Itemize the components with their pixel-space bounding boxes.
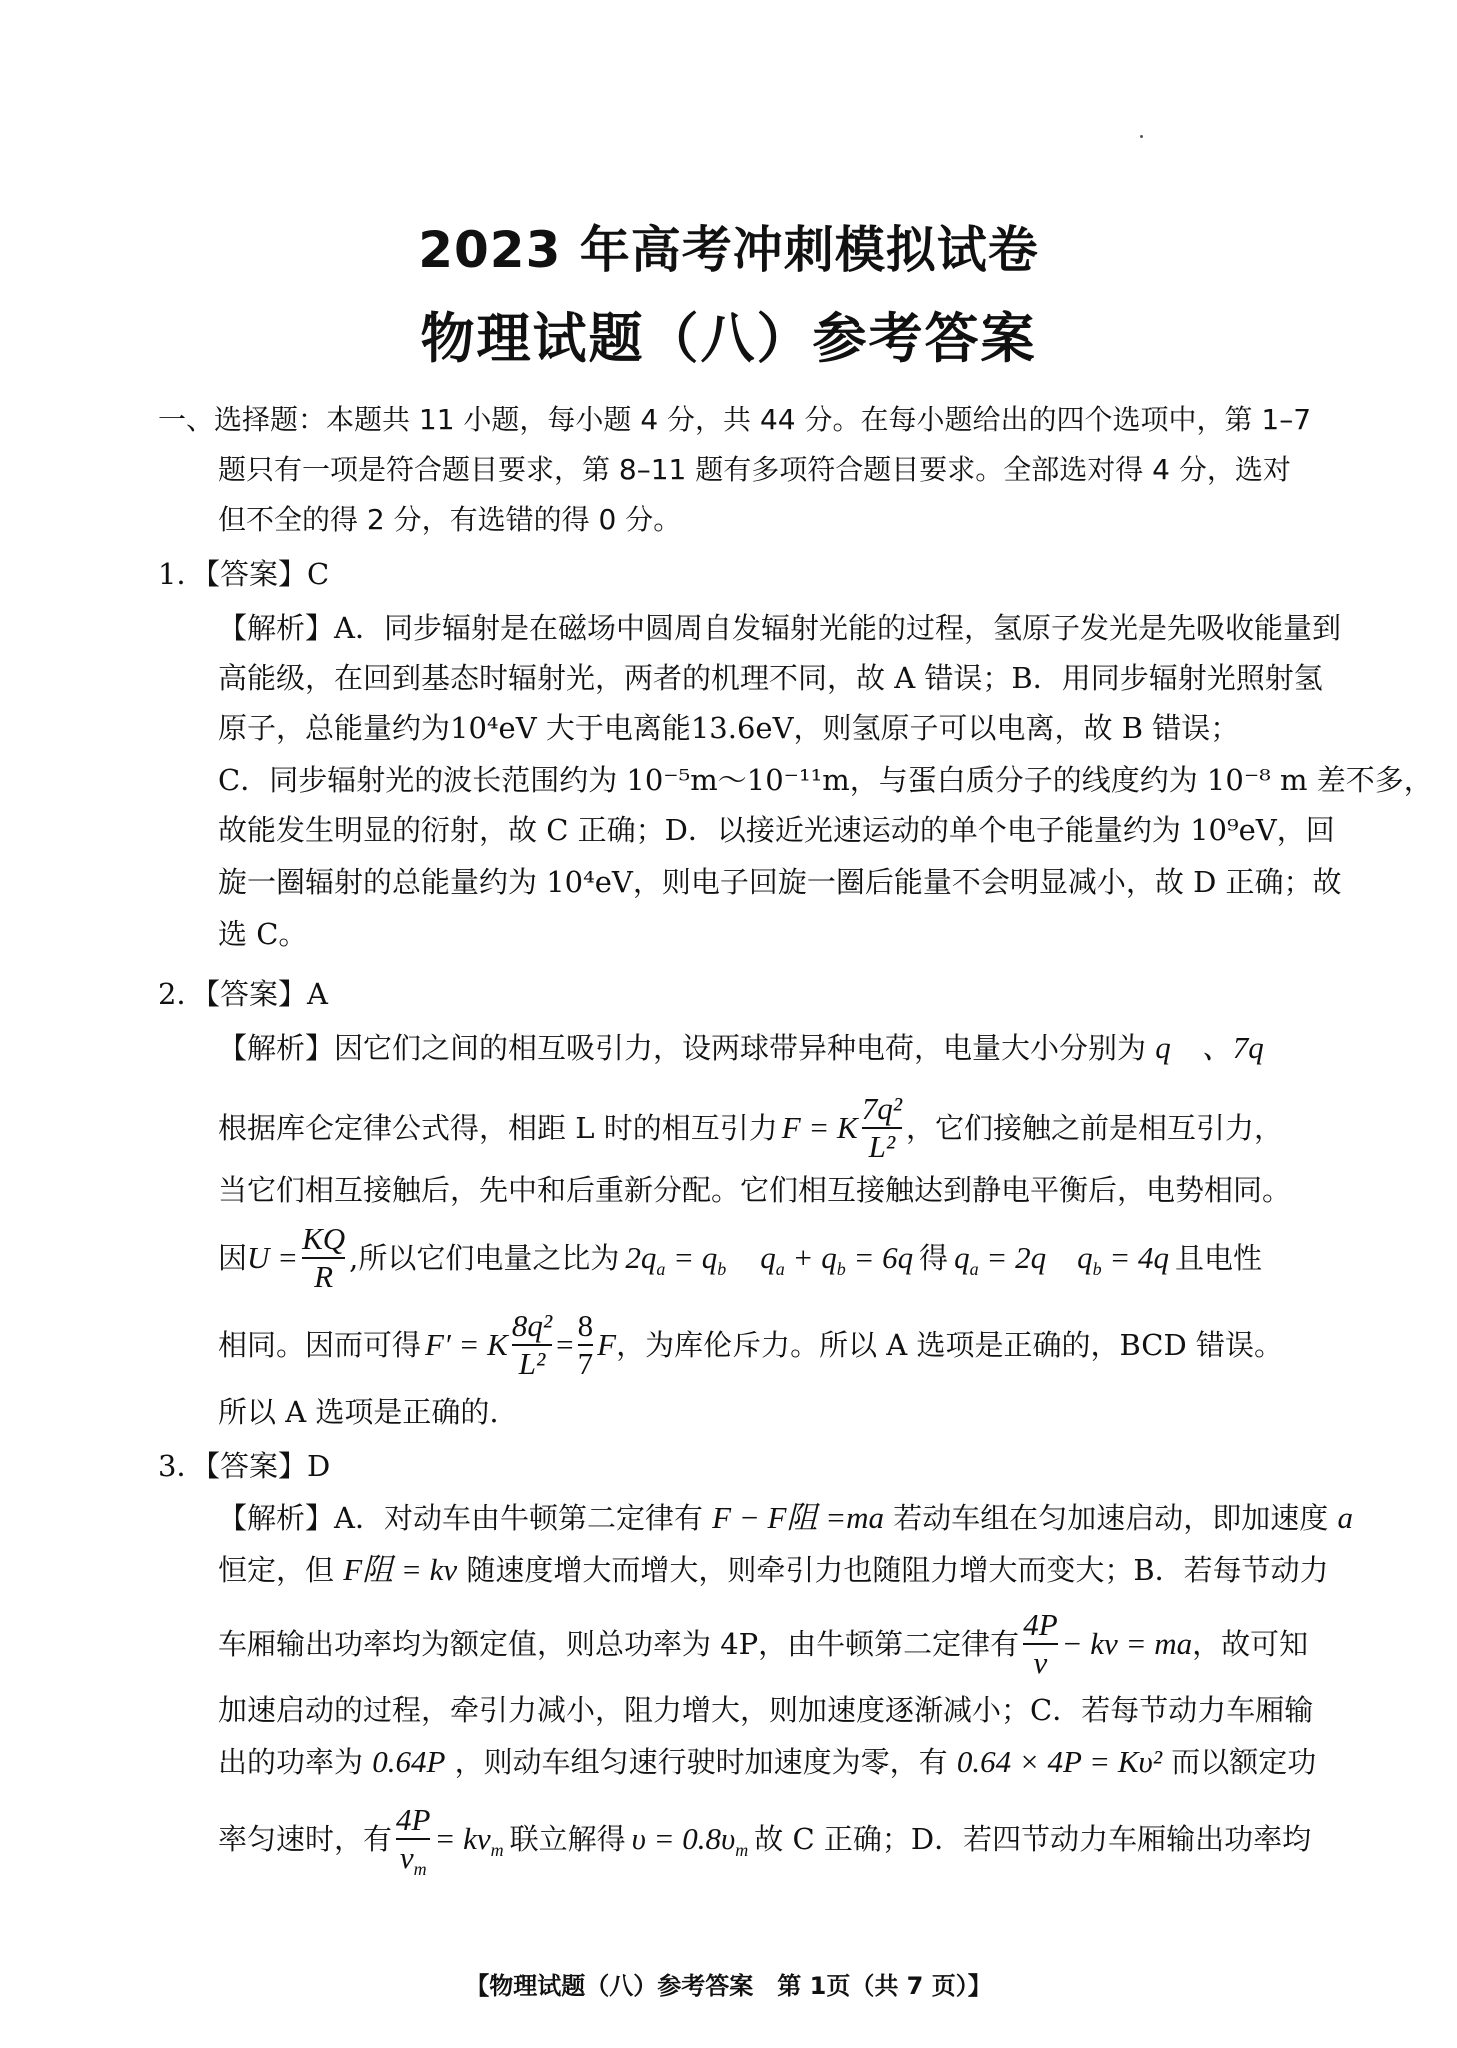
q2-l1-text: 【解析】因它们之间的相互吸引力，设两球带异种电荷，电量大小分别为 [218,1031,1147,1065]
q3-l3-denominator: v [1023,1643,1057,1681]
q3-explanation-line-4: 加速启动的过程，牵引力减小，阻力增大，则加速度逐渐减小；C．若每节动力车厢输 [218,1693,1314,1727]
exam-subtitle: 物理试题（八）参考答案 [420,307,1037,370]
q2-explanation-line-6: 所以 A 选项是正确的. [218,1395,499,1429]
q2-l5-fraction-2 [578,1308,594,1382]
q2-l5-text-b: ，为库伦斥力。所以 A 选项是正确的，BCD 错误。 [616,1328,1283,1362]
q2-l4-math-3: $q_a = 2q$ $q_b = 4q$ [954,1240,1169,1280]
q2-l5-denominator-1: L² [512,1344,552,1382]
q2-l5-text-a: 相同。因而可得 [218,1328,422,1362]
q2-l5-lhs: F′ = K [425,1327,508,1362]
q3-l3-numerator: 4P [1023,1607,1058,1642]
q3-explanation-line-5 [218,1744,1316,1780]
q3-l3-fraction [1023,1607,1057,1681]
q2-l5-denominator-2: 7 [577,1346,594,1381]
q2-explanation-line-3: 当它们相互接触后，先中和后重新分配。它们相互接触达到静电平衡后，电势相同。 [218,1173,1292,1207]
q3-l3-math: − kv = ma [1061,1626,1193,1661]
q3-l2-math: F阻 = kv [343,1552,458,1587]
q2-l4-math-2: $q_a + q_b = 6q$ [760,1240,914,1280]
q3-l2-text-a: 恒定，但 [218,1553,335,1587]
q3-l5-text-c: 而以额定功 [1171,1745,1317,1779]
q2-l2-text-b: ，它们接触之前是相互引力， [906,1111,1284,1145]
q3-answer: 3．【答案】D [158,1449,331,1483]
q2-l5-fraction-1 [512,1308,552,1382]
q3-l3-text-a: 车厢输出功率均为额定值，则总功率为 4P，由牛顿第二定律有 [218,1627,1020,1661]
q2-explanation-line-5 [218,1302,1283,1388]
q2-l2-denominator: L² [862,1127,902,1165]
q1-answer: 1．【答案】C [158,557,330,591]
q2-l2-lhs: F = K [781,1110,858,1145]
q3-l6-fraction [396,1802,431,1880]
q2-l2-text-a: 根据库仑定律公式得，相距 L 时的相互引力 [218,1111,778,1145]
q2-explanation-line-4 [218,1218,1262,1298]
q1-explanation-line-1: 【解析】A．同步辐射是在磁场中圆周自发辐射光能的过程，氢原子发光是先吸收能量到 [218,611,1341,645]
q3-l6-text-a: 率匀速时，有 [218,1822,393,1856]
q2-l2-numerator: 7q² [861,1091,903,1126]
q3-l5-text-b: ，则动车组匀速行驶时加速度为零，有 [454,1745,948,1779]
section-instructions-line-3: 但不全的得 2 分，有选错的得 0 分。 [218,503,682,536]
q2-l5-force: F [597,1327,617,1362]
q3-l1-text-a: 【解析】A．对动车由牛顿第二定律有 [218,1501,703,1535]
q3-l5-text-a: 出的功率为 [218,1745,364,1779]
q3-explanation-line-1 [218,1500,1353,1536]
q3-l1-math: F − F阻 =ma [712,1500,885,1535]
q3-l6-text-c: 故 C 正确；D．若四节动力车厢输出功率均 [754,1822,1312,1856]
q2-l4-text-c: 得 [919,1241,949,1275]
q3-explanation-line-2 [218,1552,1329,1588]
q2-explanation-line-2 [218,1088,1283,1168]
exam-title: 2023 年高考冲刺模拟试卷 [418,221,1039,279]
q1-explanation-line-5: 故能发生明显的衍射，故 C 正确；D．以接近光速运动的单个电子能量约为 10⁹eV，回 [218,813,1335,847]
q3-l6-numerator: 4P [396,1802,431,1837]
q3-l6-denominator: $v_m$ [396,1838,430,1876]
q2-l4-text-b: ,所以它们电量之比为 [349,1241,620,1275]
q1-explanation-line-7: 选 C。 [218,917,308,951]
q3-l3-text-b: ，故可知 [1192,1627,1309,1661]
q2-l4-text-d: 且电性 [1175,1241,1263,1275]
q2-explanation-line-1 [218,1030,1264,1066]
page-footer: 【物理试题（八）参考答案 第 1页（共 7 页）】 [465,1972,992,2000]
q1-explanation-line-3: 原子，总能量约为10⁴eV 大于电离能13.6eV，则氢原子可以电离，故 B 错误； [218,711,1240,745]
q1-explanation-line-2: 高能级，在回到基态时辐射光，两者的机理不同，故 A 错误；B．用同步辐射光照射氢 [218,661,1323,695]
q3-explanation-line-6 [218,1796,1311,1882]
q2-l4-lhs: U = [247,1240,299,1275]
q3-explanation-line-3 [218,1604,1308,1684]
q2-l5-numerator-1: 8q² [511,1308,553,1343]
q2-answer: 2．【答案】A [158,977,328,1011]
q3-l2-text-b: 随速度增大而增大，则牵引力也随阻力增大而变大；B．若每节动力 [466,1553,1329,1587]
q2-l4-denominator: R [302,1257,345,1295]
q2-l4-fraction [302,1221,345,1295]
q3-l5-math-1: 0.64P [372,1744,446,1779]
q2-l4-math-1: $2q_a = q_b$ [625,1240,727,1280]
q3-l1-text-b: 若动车组在匀加速启动，即加速度 [893,1501,1329,1535]
section-instructions-line-2: 题只有一项是符合题目要求，第 8–11 题有多项符合题目要求。全部选对得 4 分，选对 [218,453,1291,486]
q3-l5-math-2: 0.64 × 4P = Kυ² [956,1744,1163,1779]
q2-l5-numerator-2: 8 [577,1308,594,1343]
scan-speck [1140,135,1143,138]
q3-l6-math-2: $\upsilon = 0.8\upsilon_m$ [631,1821,749,1861]
q3-l6-text-b: 联立解得 [509,1822,626,1856]
q1-explanation-line-6: 旋一圈辐射的总能量约为 10⁴eV，则电子回旋一圈后能量不会明显减小，故 D 正确；故 [218,865,1342,899]
q2-l1-math: q 、7q [1155,1030,1264,1065]
q3-l6-math-1: = $kv_m$ [434,1821,504,1861]
q2-l5-equals: = [556,1327,574,1362]
section-instructions-line-1: 一、选择题：本题共 11 小题，每小题 4 分，共 44 分。在每小题给出的四个选项中，第 1–7 [158,403,1312,436]
q2-l4-text-a: 因 [218,1241,248,1275]
q2-l4-numerator: KQ [302,1221,346,1256]
q2-l2-fraction [862,1091,902,1165]
q3-l1-accel: a [1337,1500,1353,1535]
q1-explanation-line-4: C．同步辐射光的波长范围约为 10⁻⁵m～10⁻¹¹m，与蛋白质分子的线度约为 10⁻⁸ m 差不多， [218,763,1433,797]
